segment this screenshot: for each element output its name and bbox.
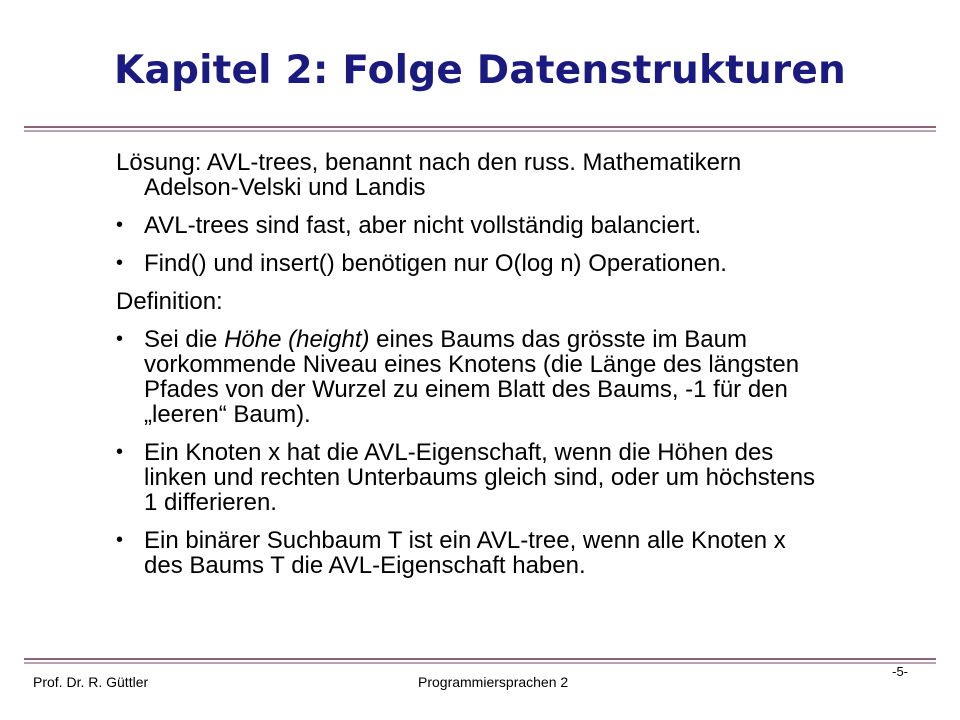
definition-avl-property xyxy=(116,440,916,515)
footer-author: Prof. Dr. R. Güttler xyxy=(33,674,149,690)
bullet-icon: • xyxy=(116,441,124,463)
bullet-text: AVL-trees sind fast, aber nicht vollständig balanciert. xyxy=(144,212,702,239)
def2-line3: 1 differieren. xyxy=(144,489,277,516)
bullet-text: Find() und insert() benötigen nur O(log n) Operationen. xyxy=(144,250,727,277)
bullet-item xyxy=(116,213,916,238)
definition-heading: Definition: xyxy=(116,288,223,315)
title-divider xyxy=(24,126,936,132)
def1-line2: vorkommende Niveau eines Knotens (die Länge des längsten xyxy=(144,351,800,378)
def2-line2: linken und rechten Unterbaums gleich sind, oder um höchstens xyxy=(144,464,816,491)
bullet-icon: • xyxy=(116,252,124,274)
def3-line1: Ein binärer Suchbaum T ist ein AVL-tree, wenn alle Knoten x xyxy=(144,527,786,554)
footer-page-number: -5- xyxy=(892,664,908,679)
def1-italic-term: Höhe (height) xyxy=(224,326,370,353)
slide-content xyxy=(116,150,916,578)
definition-avl-tree xyxy=(116,528,916,578)
def2-line1: Ein Knoten x hat die AVL-Eigenschaft, wenn die Höhen des xyxy=(144,439,774,466)
slide-title: Kapitel 2: Folge Datenstrukturen xyxy=(114,48,846,93)
bullet-icon: • xyxy=(116,529,124,551)
bullet-icon: • xyxy=(116,328,124,350)
intro-paragraph xyxy=(116,150,916,200)
bullet-icon: • xyxy=(116,214,124,236)
intro-line-2: Adelson-Velski und Landis xyxy=(144,174,426,201)
bullet-item xyxy=(116,251,916,276)
def1-line4: „leeren“ Baum). xyxy=(144,401,311,428)
footer-course: Programmiersprachen 2 xyxy=(418,674,569,690)
footer-divider xyxy=(24,658,936,664)
def1-prefix: Sei die xyxy=(144,326,225,353)
def1-line1-rest: eines Baums das grösste im Baum xyxy=(369,326,747,353)
intro-line-1: Lösung: AVL-trees, benannt nach den russ. Mathematikern xyxy=(116,149,742,176)
def3-line2: des Baums T die AVL-Eigenschaft haben. xyxy=(144,552,586,579)
definition-height xyxy=(116,327,916,427)
def1-line3: Pfades von der Wurzel zu einem Blatt des Baums, -1 für den xyxy=(144,376,788,403)
